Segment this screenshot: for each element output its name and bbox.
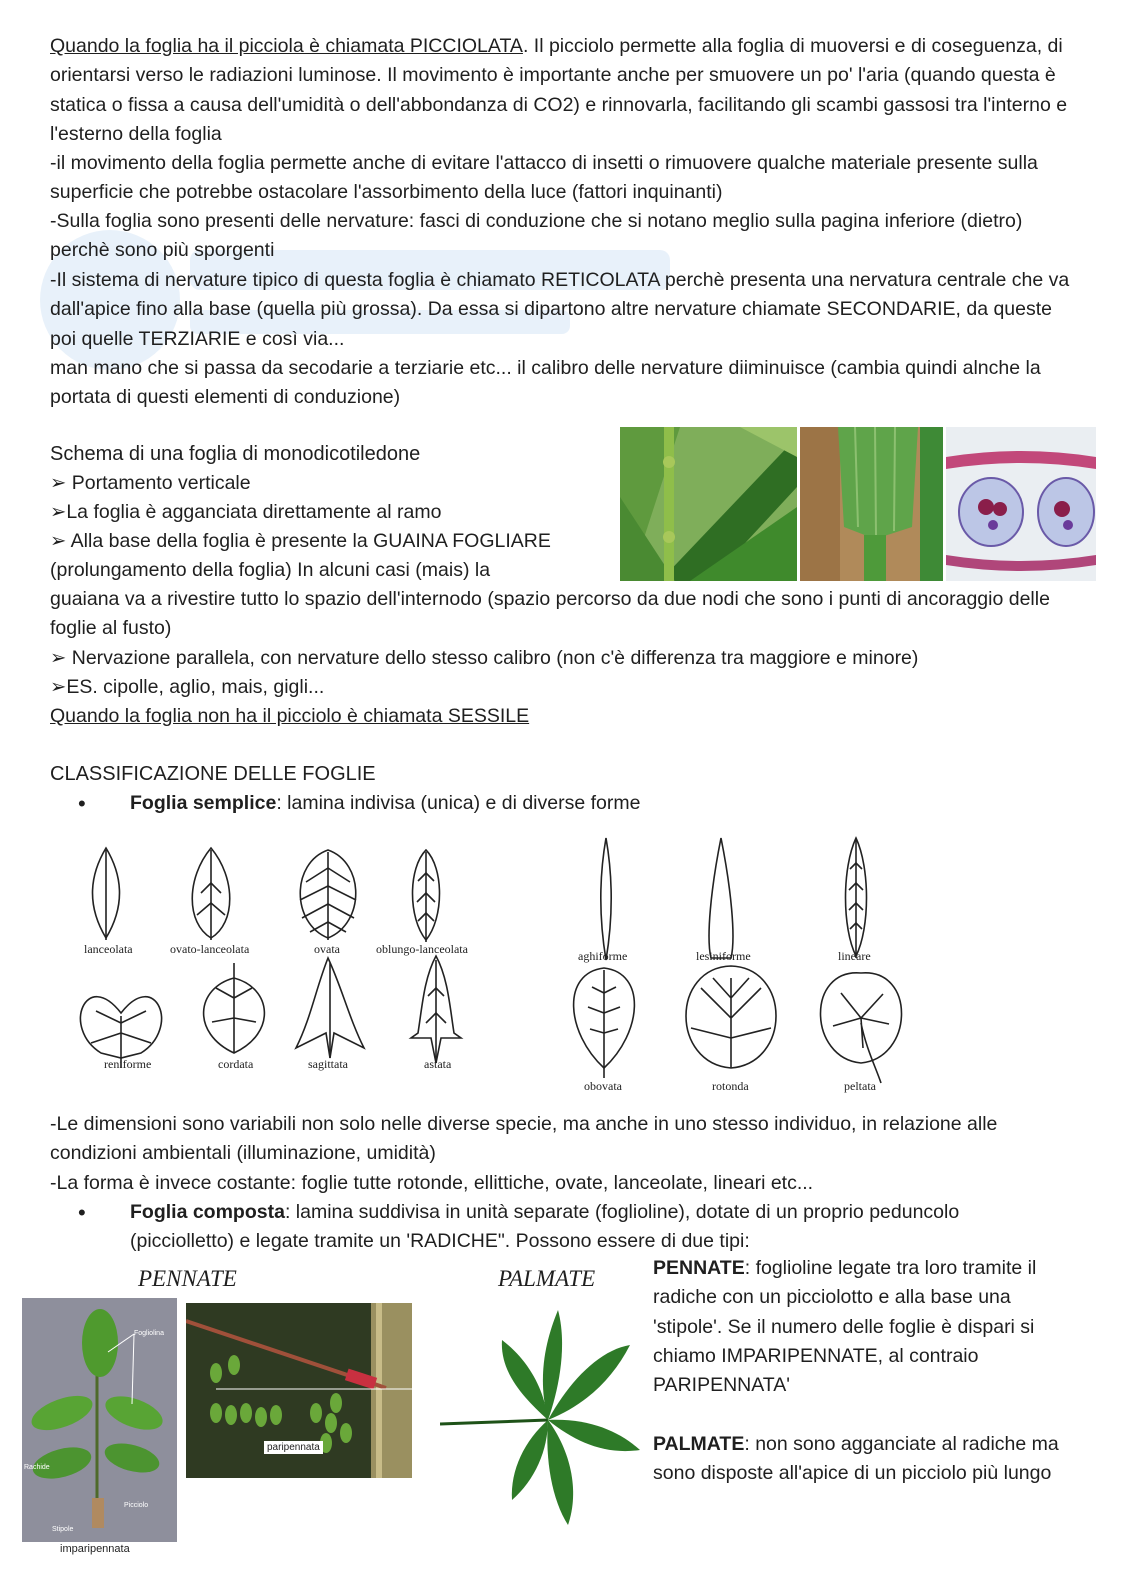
reticulate-paragraph: -Il sistema di nervature tipico di questa foglia è chiamato RETICOLATA perchè presenta una nervatura centrale che va dall'apice fino alla base (quella più grossa). Da essa si dipartono altre nervature chiamate SECONDARIE, da queste poi quelle TERZIARIE e così via... bbox=[50, 269, 1070, 350]
label-fogliolina: Fogliolina bbox=[134, 1330, 164, 1337]
label-picciolo: Picciolo bbox=[124, 1502, 149, 1509]
monocot-bullet-3a: ➢ Alla base della foglia è presente la GUAINA FOGLIARE bbox=[50, 530, 551, 552]
palmate-figure-title: PALMATE bbox=[498, 1266, 596, 1291]
bullet-dot: • bbox=[78, 1200, 86, 1225]
leaf-shapes-figure bbox=[66, 828, 926, 1100]
pennate-description bbox=[653, 1254, 1073, 1400]
simple-leaf-desc: : lamina indivisa (unica) e di diverse forme bbox=[276, 792, 641, 814]
monocot-bullet-3c: guaiana va a rivestire tutto lo spazio dell'internodo (spazio percorso da due nodi che sono i punti di ancoraggio delle foglie al fusto) bbox=[50, 588, 1050, 640]
palmate-description bbox=[653, 1430, 1073, 1489]
paripennata-label: paripennata bbox=[264, 1441, 323, 1454]
label-cordata: cordata bbox=[218, 1057, 254, 1071]
intro-text: . Il picciolo permette alla foglia di muoversi e di coseguenza, di orientarsi verso le radiazioni luminose. Il movimento è importante anche per smuovere un po' l'aria (quando questa è statica o fissa a causa dell'umidità o dell'abbondanza di CO2) e rinnovarla, facilitando gli scambi gassosi tra l'interno e l'esterno della foglia bbox=[50, 35, 1068, 145]
shape-paragraph: -La forma è invece costante: foglie tutte rotonde, ellittiche, ovate, lanceolate, lineari etc... bbox=[50, 1172, 814, 1194]
label-rotonda: rotonda bbox=[712, 1079, 749, 1093]
imparipennata-photo bbox=[22, 1298, 177, 1542]
label-oblungo-lanceolata: oblungo-lanceolata bbox=[376, 942, 468, 956]
size-paragraph: -Le dimensioni sono variabili non solo nelle diverse specie, ma anche in uno stesso individuo, in relazione alle condizioni ambientali (illuminazione, umidità) bbox=[50, 1113, 998, 1165]
label-lineare: lineare bbox=[838, 949, 871, 963]
pennate-term: PENNATE bbox=[653, 1257, 745, 1279]
compound-leaf-desc: : lamina suddivisa in unità separate (foglioline), dotate di un proprio peduncolo (picciolletto) e legate tramite un 'RADICHE". Possono essere di due tipi: bbox=[130, 1201, 960, 1253]
simple-leaf-bullet bbox=[78, 789, 641, 818]
monocot-bullet-2: ➢La foglia è agganciata direttamente al ramo bbox=[50, 501, 442, 523]
grass-stem-photo bbox=[620, 427, 797, 581]
palmate-text: : non sono agganciate al radiche ma sono disposte all'apice di un picciolo più lungo bbox=[653, 1433, 1059, 1485]
monocot-title: Schema di una foglia di monodicotiledone bbox=[50, 443, 421, 465]
leaf-cross-section-photo bbox=[946, 427, 1096, 581]
simple-leaf-term: Foglia semplice bbox=[130, 792, 277, 814]
aghiforme-shape bbox=[601, 838, 612, 960]
label-peltata: peltata bbox=[844, 1079, 876, 1093]
label-aghiforme: aghiforme bbox=[578, 949, 628, 963]
label-lesiniforme: lesiniforme bbox=[696, 949, 751, 963]
caliber-paragraph: man mano che si passa da secodarie a terziarie etc... il calibro delle nervature diiminuisce (cambia quindi alnche la portata di questi elementi di conduzione) bbox=[50, 357, 1041, 409]
label-ovata: ovata bbox=[314, 942, 340, 956]
monocot-bullet-5: ➢ES. cipolle, aglio, mais, gigli... bbox=[50, 676, 325, 698]
compound-leaf-bullet bbox=[78, 1198, 1050, 1257]
pennate-figure-title: PENNATE bbox=[138, 1266, 237, 1291]
label-lanceolata: lanceolata bbox=[84, 942, 133, 956]
monocot-bullet-3b: (prolungamento della foglia) In alcuni casi (mais) la bbox=[50, 559, 491, 581]
label-reniforme: reniforme bbox=[104, 1057, 152, 1071]
label-ovato-lanceolata: ovato-lanceolata bbox=[170, 942, 250, 956]
sessile-definition: Quando la foglia non ha il picciolo è chiamata SESSILE bbox=[50, 705, 530, 727]
monocot-bullet-4: ➢ Nervazione parallela, con nervature dello stesso calibro (non c'è differenza tra maggiore e minore) bbox=[50, 647, 919, 669]
palmate-term: PALMATE bbox=[653, 1433, 745, 1455]
classification-title: CLASSIFICAZIONE DELLE FOGLIE bbox=[50, 763, 376, 785]
veins-paragraph: -Sulla foglia sono presenti delle nervature: fasci di conduzione che si notano meglio sulla pagina inferiore (dietro) perchè sono più sporgenti bbox=[50, 210, 1023, 262]
label-rachide: Rachide bbox=[24, 1464, 50, 1471]
pennate-text: : foglioline legate tra loro tramite il radiche con un picciolotto e alla base una 'stipole'. Se il numero delle foglie è dispari si chiamo IMPARIPENNATE, al contraio PARIPENNATA' bbox=[653, 1257, 1037, 1397]
label-stipole: Stipole bbox=[52, 1526, 74, 1533]
imparipennata-label: imparipennata bbox=[60, 1543, 130, 1555]
paripennata-photo bbox=[186, 1303, 412, 1478]
compound-leaf-term: Foglia composta bbox=[130, 1201, 285, 1223]
lesiniforme-shape bbox=[709, 838, 733, 958]
palmate-leaf-image bbox=[440, 1300, 645, 1530]
leaf-sheath-photo bbox=[800, 427, 943, 581]
label-sagittata: sagittata bbox=[308, 1057, 348, 1071]
label-obovata: obovata bbox=[584, 1079, 622, 1093]
movement-paragraph: -il movimento della foglia permette anche di evitare l'attacco di insetti o rimuovere qualche materiale presente sulla superficie che potrebbe ostacolare l'assorbimento della luce (fattori inquinanti) bbox=[50, 152, 1038, 204]
monocot-bullet-1: ➢ Portamento verticale bbox=[50, 472, 251, 494]
bullet-dot: • bbox=[78, 791, 86, 816]
intro-paragraph bbox=[50, 32, 1080, 149]
picciolata-definition: Quando la foglia ha il picciola è chiamata PICCIOLATA bbox=[50, 35, 523, 57]
label-astata: astata bbox=[424, 1057, 452, 1071]
